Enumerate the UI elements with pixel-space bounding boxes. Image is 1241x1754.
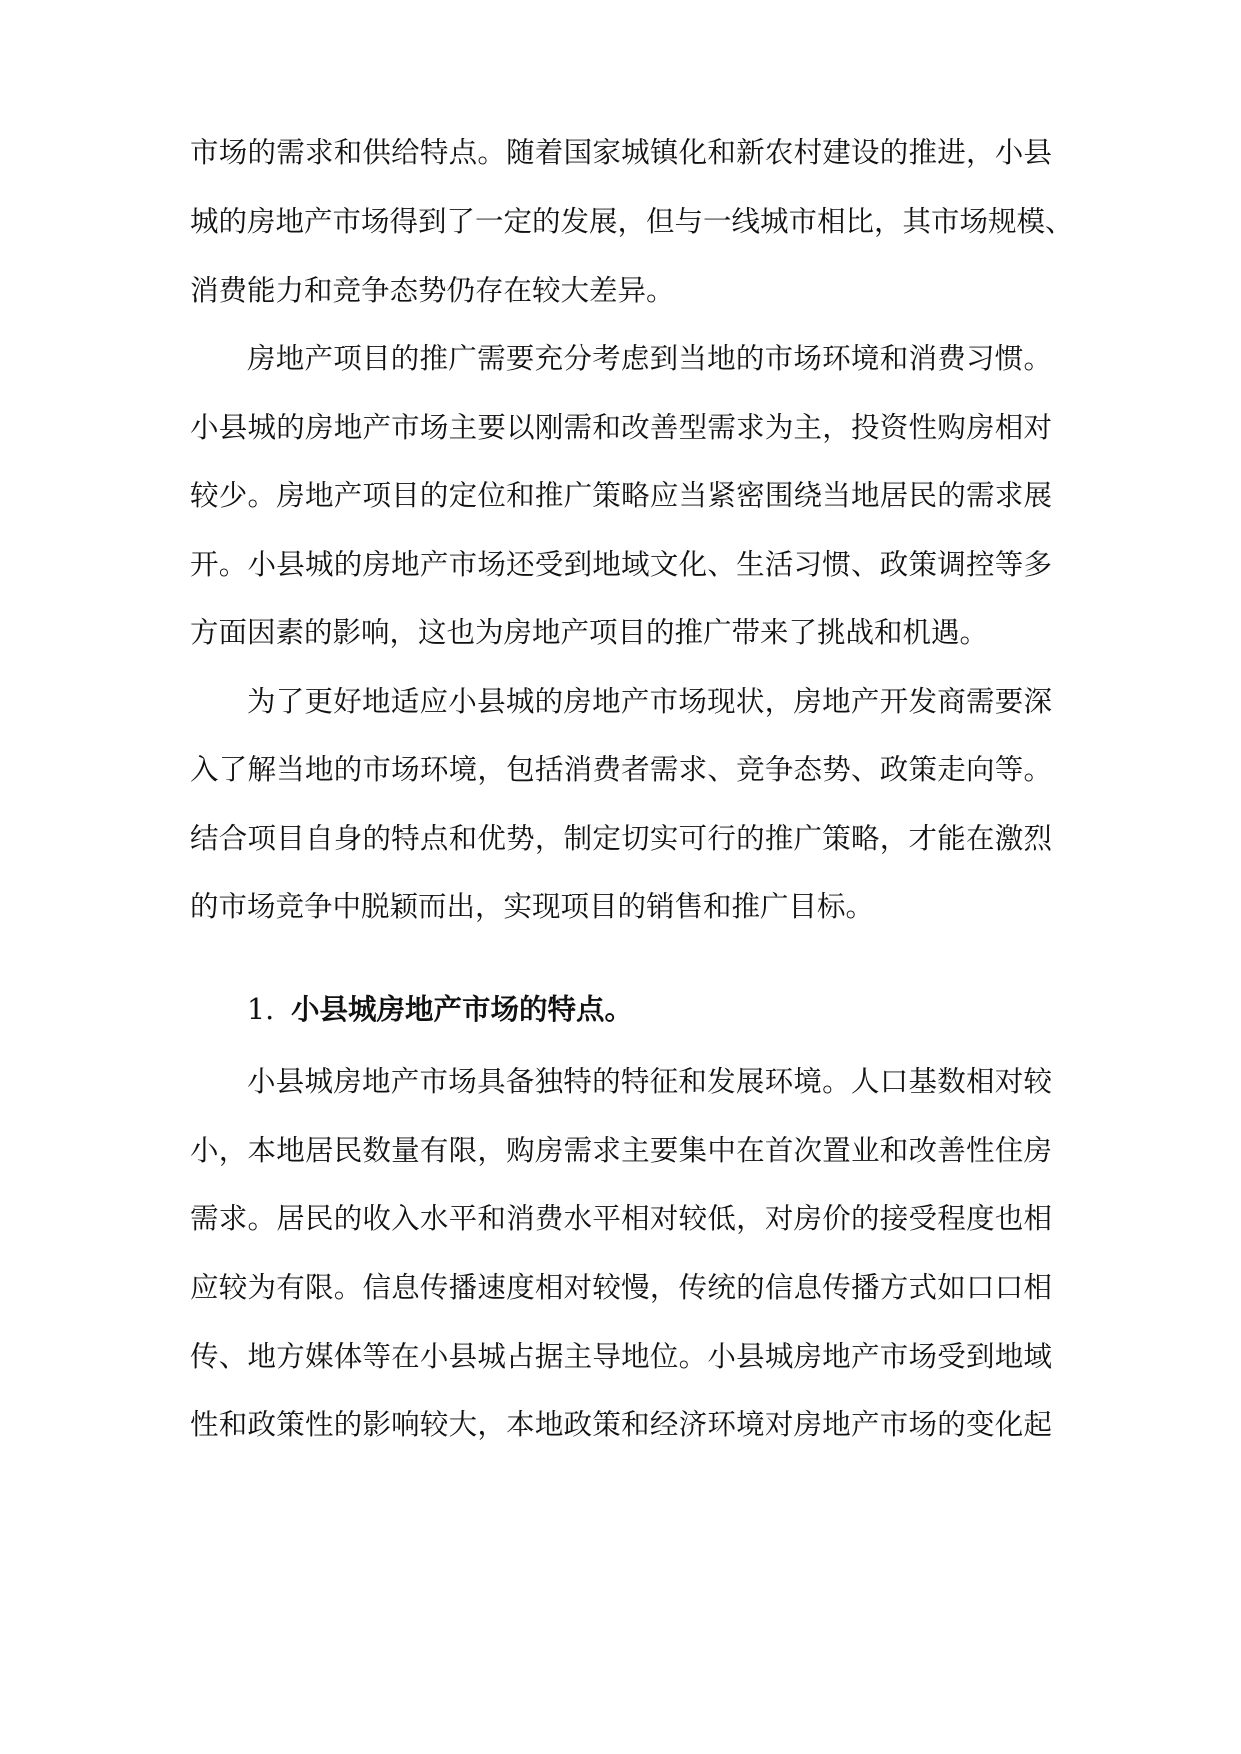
section-paragraph-line-4: 应较为有限。信息传播速度相对较慢，传统的信息传播方式如口口相 <box>190 1271 1052 1304</box>
paragraph-3-line-1: 为了更好地适应小县城的房地产市场现状，房地产开发商需要深 <box>247 685 1052 718</box>
paragraph-2-line-5: 方面因素的影响，这也为房地产项目的推广带来了挑战和机遇。 <box>190 616 989 649</box>
paragraph-2-line-3: 较少。房地产项目的定位和推广策略应当紧密围绕当地居民的需求展 <box>190 479 1052 512</box>
section-paragraph-line-5: 传、地方媒体等在小县城占据主导地位。小县城房地产市场受到地域 <box>190 1340 1052 1373</box>
section-title: 小县城房地产市场的特点。 <box>291 993 634 1026</box>
section-paragraph-line-1: 小县城房地产市场具备独特的特征和发展环境。人口基数相对较 <box>247 1065 1052 1098</box>
section-heading <box>247 990 633 1030</box>
section-paragraph-line-2: 小，本地居民数量有限，购房需求主要集中在首次置业和改善性住房 <box>190 1134 1052 1167</box>
paragraph-2-line-1: 房地产项目的推广需要充分考虑到当地的市场环境和消费习惯。 <box>247 342 1052 375</box>
paragraph-3-line-3: 结合项目自身的特点和优势，制定切实可行的推广策略，才能在激烈 <box>190 822 1052 855</box>
paragraph-3-line-2: 入了解当地的市场环境，包括消费者需求、竞争态势、政策走向等。 <box>190 753 1052 786</box>
paragraph-3-line-4: 的市场竞争中脱颖而出，实现项目的销售和推广目标。 <box>190 890 875 923</box>
paragraph-2-line-4: 开。小县城的房地产市场还受到地域文化、生活习惯、政策调控等多 <box>190 548 1052 581</box>
section-paragraph-line-3: 需求。居民的收入水平和消费水平相对较低，对房价的接受程度也相 <box>190 1202 1052 1235</box>
paragraph-1-line-2: 城的房地产市场得到了一定的发展，但与一线城市相比，其市场规模、 <box>190 205 1074 238</box>
paragraph-1-line-3: 消费能力和竞争态势仍存在较大差异。 <box>190 274 675 307</box>
paragraph-1-line-1: 市场的需求和供给特点。随着国家城镇化和新农村建设的推进，小县 <box>190 136 1052 169</box>
paragraph-2-line-2: 小县城的房地产市场主要以刚需和改善型需求为主，投资性购房相对 <box>190 411 1052 444</box>
section-paragraph-line-6: 性和政策性的影响较大，本地政策和经济环境对房地产市场的变化起 <box>190 1408 1052 1441</box>
section-number: 1. <box>247 993 275 1026</box>
